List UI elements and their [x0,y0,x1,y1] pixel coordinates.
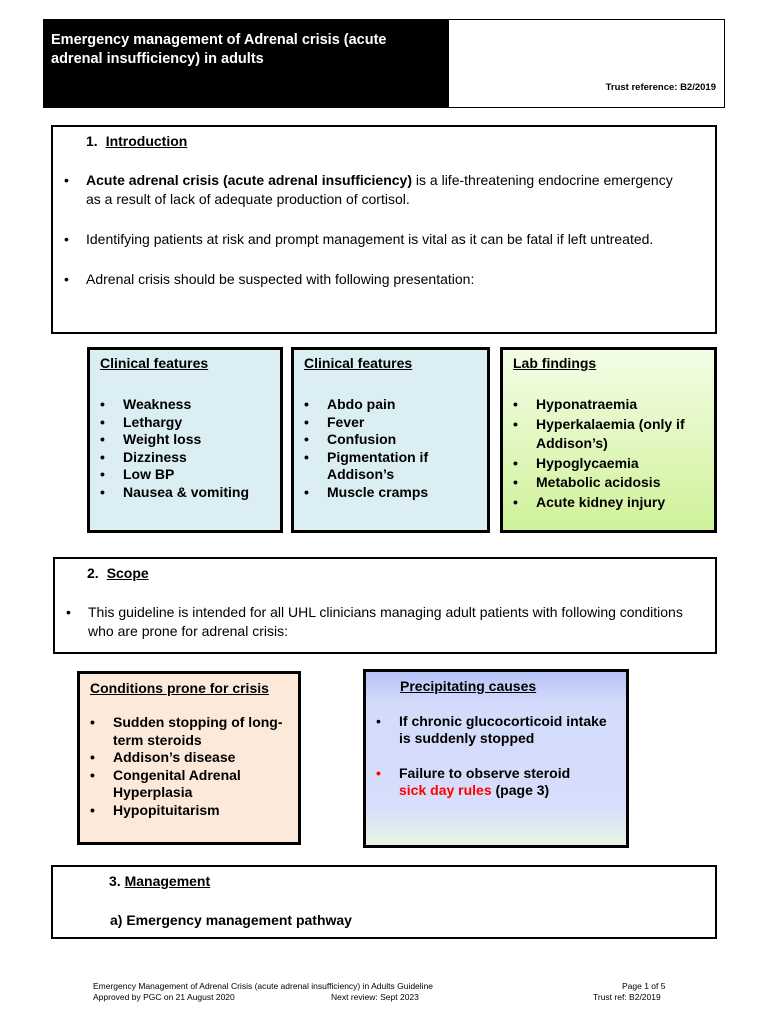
card-title: Lab findings [513,355,597,371]
list-item: • Hyponatraemia [536,395,711,415]
card-title: Clinical features [100,355,209,371]
list-item: • Hyperkalaemia (only if Addison’s) [536,415,711,454]
clinical-features-list-1 [123,396,273,501]
list-item: • Fever [327,414,442,432]
list-item: • Pigmentation if Addison’s [327,449,442,484]
management-subheading: a) Emergency management pathway [110,912,352,928]
list-item: • Weakness [123,396,273,414]
list-item: • Hypoglycaemia [536,454,711,474]
list-item: • Adrenal crisis should be suspected with following presentation: [86,270,686,289]
lab-findings-card [500,347,717,533]
introduction-heading: 1. Introduction [86,133,188,149]
management-heading: 3. Management [109,873,211,889]
conditions-list [113,714,283,819]
card-title: Clinical features [304,355,413,371]
clinical-features-list-2 [327,396,442,501]
list-item: • Muscle cramps [327,484,442,502]
list-item: • Acute adrenal crisis (acute adrenal insufficiency) is a life-threatening endocrine emergency as a result of lack of adequate production of cortisol. [86,171,686,209]
list-item: • Nausea & vomiting [123,484,273,502]
footer-approval: Approved by PGC on 21 August 2020 [93,992,235,1002]
document-title-block [43,19,449,108]
card-title: Conditions prone for crisis [90,680,269,696]
document-title: Emergency management of Adrenal crisis (acute adrenal insufficiency) in adults [51,32,387,67]
red-bullet-icon: • [376,765,381,781]
footer-trust-ref: Trust ref: B2/2019 [593,992,661,1002]
clinical-features-card-2 [291,347,490,533]
list-item: • This guideline is intended for all UHL clinicians managing adult patients with following conditions who are prone for adrenal crisis: [88,603,688,641]
list-item: • Failure to observe steroid sick day rules (page 3) [376,765,571,798]
management-section [51,865,717,939]
introduction-section [51,125,717,334]
list-item: • Acute kidney injury [536,493,711,513]
conditions-card [77,671,301,845]
list-item: • Sudden stopping of long-term steroids [113,714,283,749]
list-item: • Congenital Adrenal Hyperplasia [113,767,283,802]
trust-reference: Trust reference: B2/2019 [605,82,716,93]
footer-review-date: Next review: Sept 2023 [331,992,419,1002]
lab-findings-list [536,395,711,512]
scope-section [53,557,717,654]
precipitating-list [376,713,614,799]
footer-title: Emergency Management of Adrenal Crisis (acute adrenal insufficiency) in Adults Guideline [93,981,434,991]
bullet-icon: • [376,713,381,729]
introduction-bullets [86,171,686,289]
header-reference-block [449,19,725,108]
list-item: • Confusion [327,431,442,449]
list-item: • Identifying patients at risk and prompt management is vital as it can be fatal if left untreated. [86,230,686,249]
list-item: • Lethargy [123,414,273,432]
list-item: • Metabolic acidosis [536,473,711,493]
list-item: • Abdo pain [327,396,442,414]
list-item: • Hypopituitarism [113,802,283,820]
scope-heading: 2. Scope [87,565,149,581]
card-title: Precipitating causes [400,678,537,694]
list-item: • If chronic glucocorticoid intake is suddenly stopped [376,713,607,746]
footer-page-number: Page 1 of 5 [622,981,666,991]
precipitating-card [363,669,629,848]
list-item: • Dizziness [123,449,273,467]
sick-day-rules-text: sick day rules [399,782,492,798]
list-item: • Addison’s disease [113,749,283,767]
clinical-features-card-1 [87,347,283,533]
list-item: • Weight loss [123,431,273,449]
scope-bullets [88,603,688,641]
list-item: • Low BP [123,466,273,484]
